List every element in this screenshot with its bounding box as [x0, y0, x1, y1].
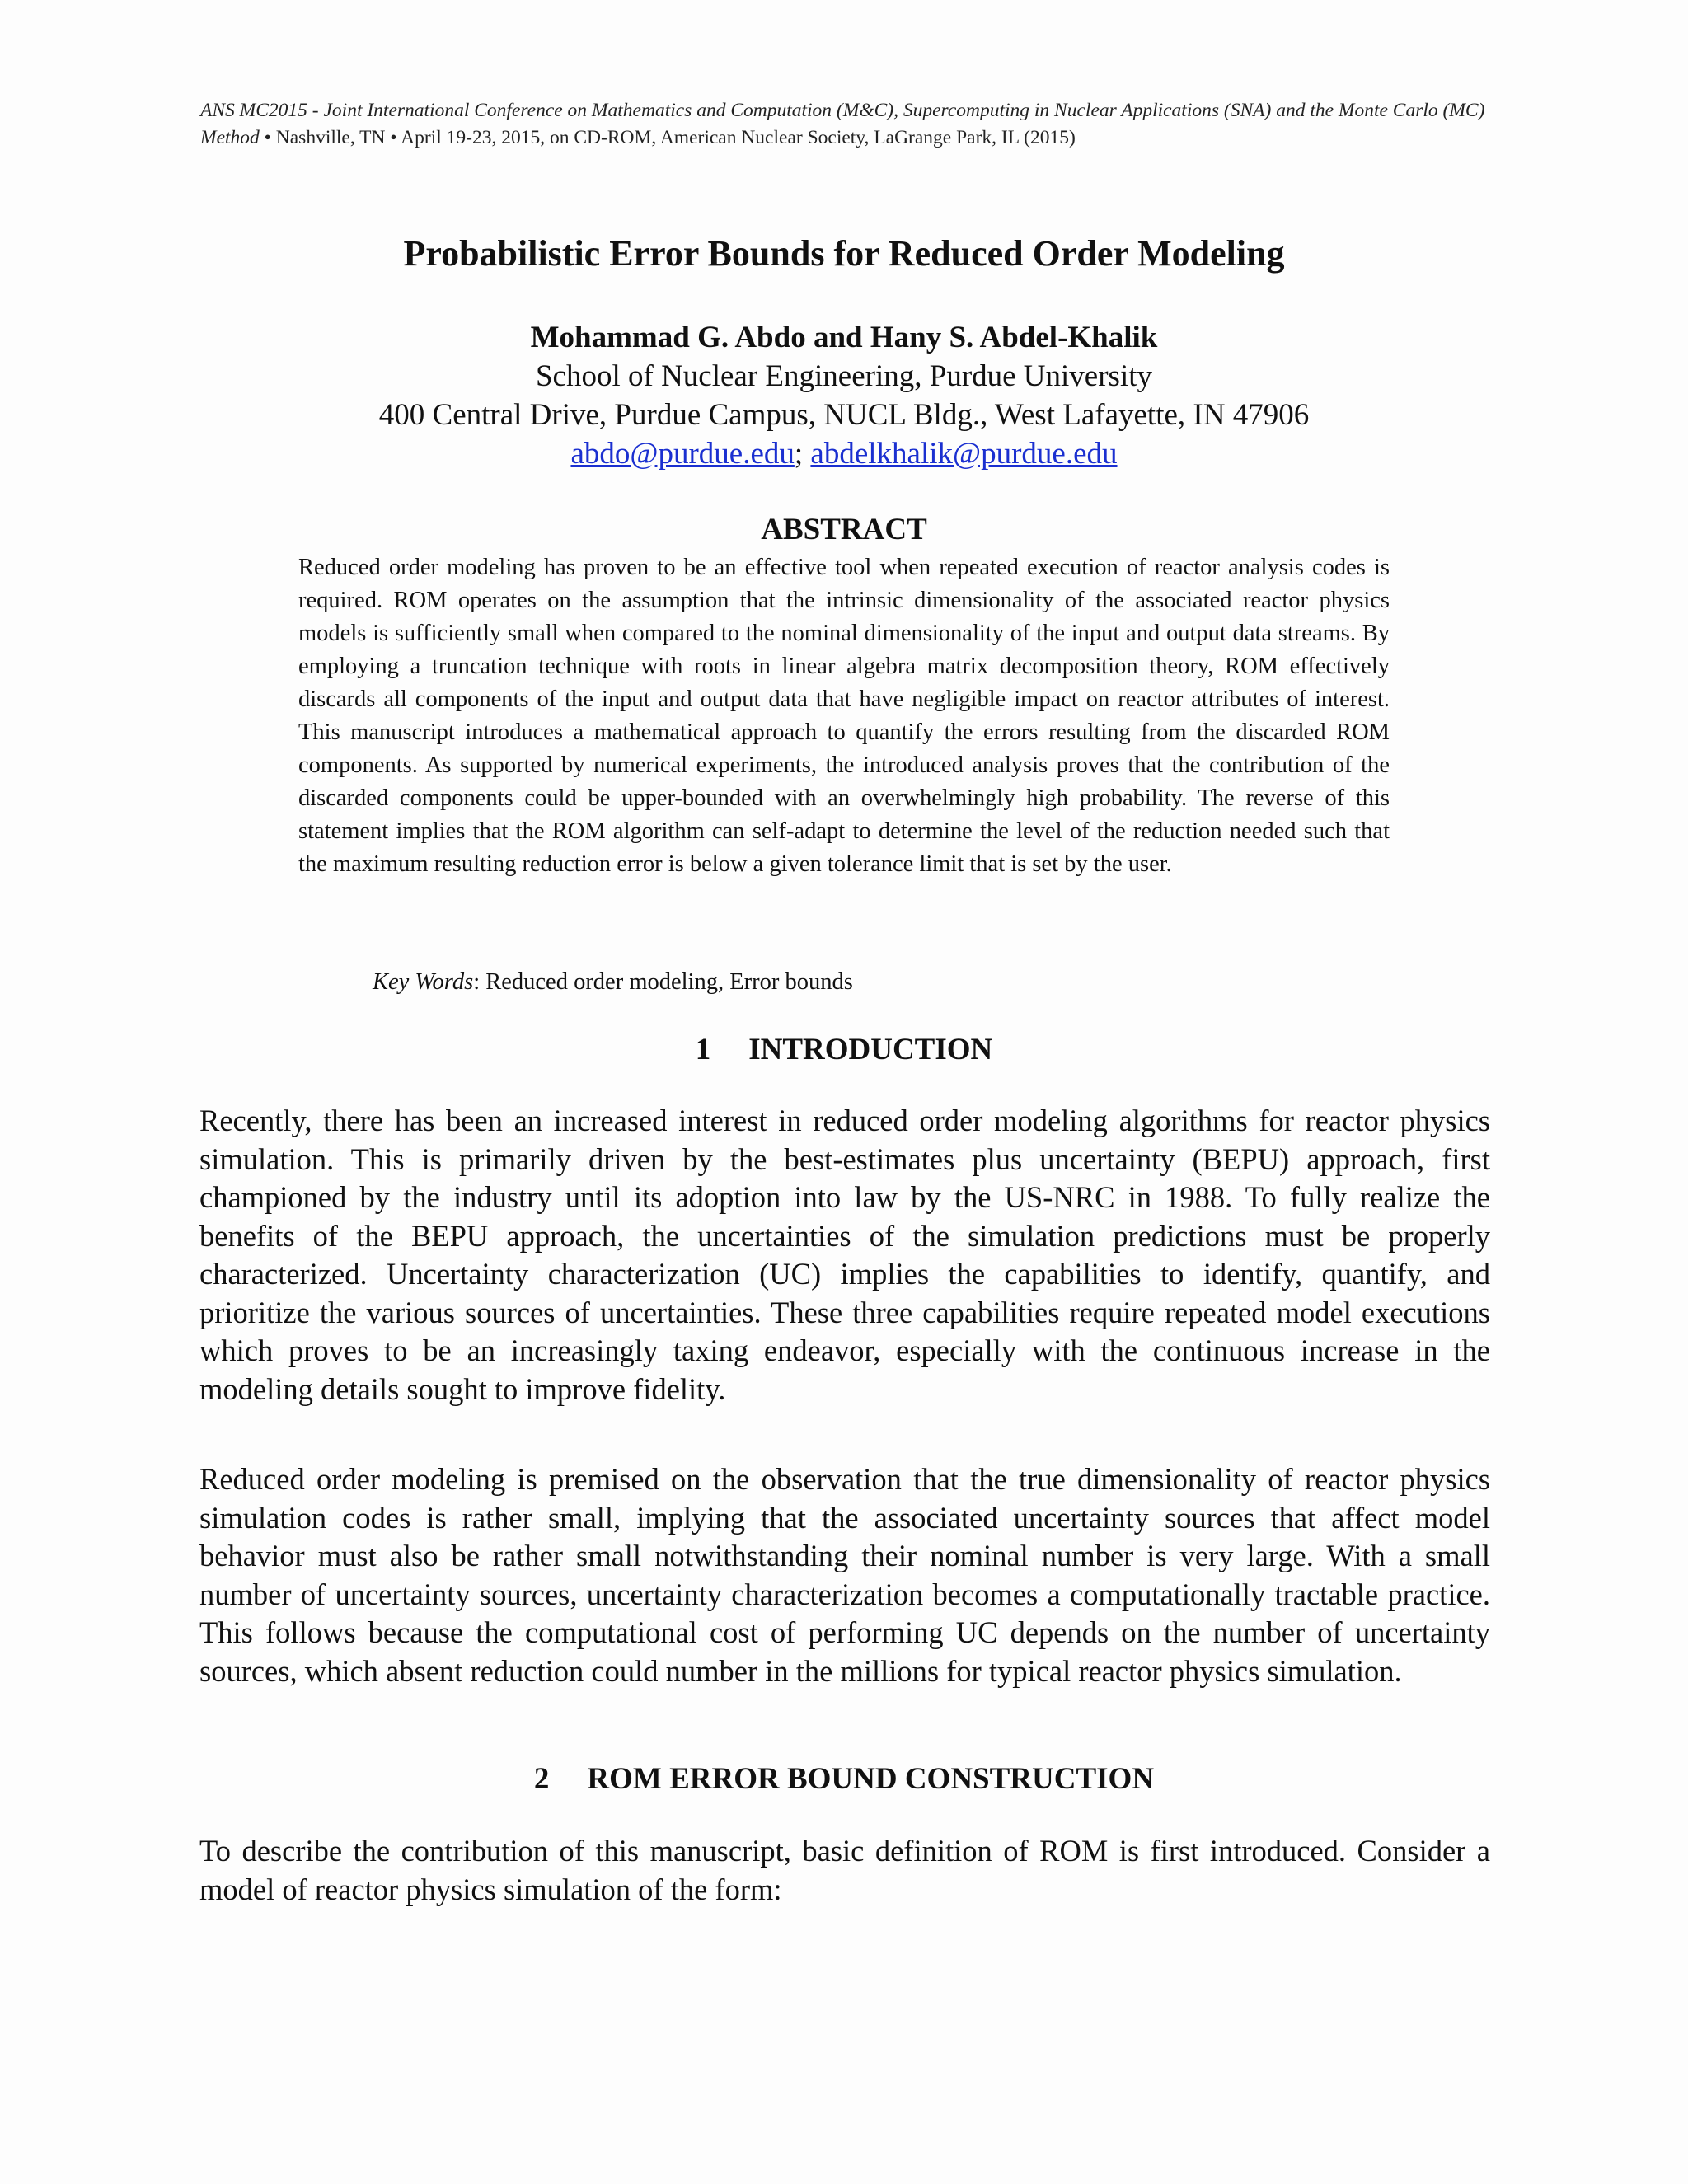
section-heading-rom-error-bound — [0, 1760, 1688, 1798]
conference-header — [200, 97, 1486, 152]
abstract-heading: ABSTRACT — [761, 513, 927, 546]
email-separator: ; — [794, 437, 811, 471]
section-title: ROM ERROR BOUND CONSTRUCTION — [587, 1762, 1155, 1796]
section-number: 1 — [695, 1033, 711, 1066]
section2-paragraph-1: To describe the contribution of this manuscript, basic definition of ROM is first introduced. Consider a model of reactor physics simulation of the form: — [199, 1834, 1490, 1906]
intro-paragraph-2: Reduced order modeling is premised on the observation that the true dimensionality of reactor physics simulation codes is rather small, implying that the associated uncertainty sources that affect model behavior must also be rather small notwithstanding their nominal number is very large. With a small number of uncertainty sources, uncertainty characterization becomes a computationally tractable practice. This follows because the computational cost of performing UC depends on the number of uncertainty sources, which absent reduction could number in the millions for typical reactor physics simulation. — [199, 1462, 1490, 1688]
keywords — [373, 966, 1444, 999]
section-heading-introduction — [0, 1031, 1688, 1069]
conference-header-plain: • Nashville, TN • April 19-23, 2015, on CD-ROM, American Nuclear Society, LaGrange Park, IL (2015) — [259, 127, 1076, 148]
conference-header-italic: ANS MC2015 - Joint International Conference on Mathematics and Computation (M&C), Supercomputing in Nuclear Applications (SNA) and the Monte Carlo (MC) Method — [200, 100, 1485, 148]
author-names: Mohammad G. Abdo and Hany S. Abdel-Khalik — [530, 321, 1158, 354]
section-number: 2 — [533, 1762, 550, 1796]
keywords-label: Key Words — [373, 969, 474, 995]
keywords-text: : Reduced order modeling, Error bounds — [473, 969, 853, 995]
email-link-abdelkhalik[interactable]: abdelkhalik@purdue.edu — [810, 437, 1118, 471]
author-address: 400 Central Drive, Purdue Campus, NUCL Bldg., West Lafayette, IN 47906 — [378, 398, 1310, 432]
email-link-abdo[interactable]: abdo@purdue.edu — [570, 437, 795, 471]
abstract-text: Reduced order modeling has proven to be an effective tool when repeated execution of reactor analysis codes is required. ROM operates on the assumption that the intrinsic dimensionality of the associated reactor physics models is sufficiently small when compared to the nominal dimensionality of the input and output data streams. By employing a truncation technique with roots in linear algebra matrix decomposition theory, ROM effectively discards all components of the input and output data that have negligible impact on reactor attributes of interest. This manuscript introduces a mathematical approach to quantify the errors resulting from the discarded ROM components. As supported by numerical experiments, the introduced analysis proves that the contribution of the discarded components could be upper-bounded with an overwhelmingly high probability. The reverse of this statement implies that the ROM algorithm can self-adapt to determine the level of the reduction needed such that the maximum resulting reduction error is below a given tolerance limit that is set by the user. — [298, 555, 1390, 877]
author-emails — [0, 434, 1688, 473]
author-block — [0, 318, 1688, 473]
intro-paragraph-1: Recently, there has been an increased interest in reduced order modeling algorithms for reactor physics simulation. This is primarily driven by the best-estimates plus uncertainty (BEPU) approach, first championed by the industry until its adoption into law by the US-NRC in 1988. To fully realize the benefits of the BEPU approach, the uncertainties of the simulation predictions must be properly characterized. Uncertainty characterization (UC) implies the capabilities to identify, quantify, and prioritize the various sources of uncertainties. These three capabilities require repeated model executions which proves to be an increasingly taxing endeavor, especially with the continuous increase in the modeling details sought to improve fidelity. — [199, 1104, 1490, 1406]
paper-title: Probabilistic Error Bounds for Reduced Order Modeling — [403, 233, 1285, 274]
section-title: INTRODUCTION — [748, 1033, 993, 1066]
author-affiliation: School of Nuclear Engineering, Purdue University — [535, 359, 1153, 393]
